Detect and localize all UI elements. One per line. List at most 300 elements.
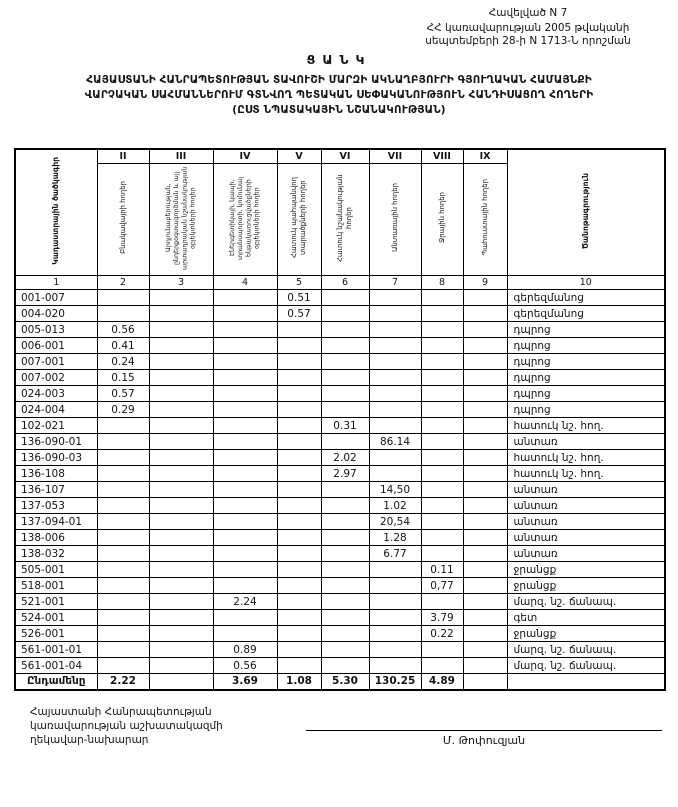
column-number-9: 9 [463,276,507,290]
value-cell [321,290,369,306]
col-header-protected-lands: Հատուկ պահպանվող տարածքների հողեր [290,177,307,259]
roman-numeral-VIII: VIII [421,149,463,164]
cadastral-code-cell: 505-001 [15,562,97,578]
signatory-line-3: ղեկավար-նախարար [30,734,149,747]
value-cell [369,354,421,370]
value-cell [463,482,507,498]
table-row [15,498,665,514]
cadastral-code-cell: 561-001-04 [15,658,97,674]
value-cell [277,498,321,514]
cadastral-code-cell: 007-001 [15,354,97,370]
column-number-6: 6 [321,276,369,290]
col-header-note: Ծանոթագրություն [580,172,590,249]
value-cell [421,402,463,418]
value-cell [213,562,277,578]
value-cell [97,642,149,658]
cadastral-code-cell: 518-001 [15,578,97,594]
value-cell [149,594,213,610]
table-row [15,658,665,674]
value-cell [149,322,213,338]
header-cell-note [507,149,665,276]
value-cell [149,578,213,594]
value-cell [463,306,507,322]
value-cell [277,610,321,626]
cadastral-code-cell: 024-004 [15,402,97,418]
value-cell [277,546,321,562]
value-cell [149,386,213,402]
cadastral-code-cell: 136-108 [15,466,97,482]
value-cell: 0.22 [421,626,463,642]
value-cell: 0.31 [321,418,369,434]
value-cell [213,482,277,498]
value-cell [213,386,277,402]
value-cell [321,642,369,658]
value-cell [463,642,507,658]
value-cell [213,290,277,306]
value-cell: 0.57 [97,386,149,402]
footer [30,705,662,748]
value-cell [369,370,421,386]
value-cell [463,530,507,546]
column-number-5: 5 [277,276,321,290]
cadastral-code-cell: 007-002 [15,370,97,386]
col-header-reserve-lands: Պահուստային հողեր [480,179,489,256]
header-cell-water [421,164,463,276]
value-cell [213,530,277,546]
value-cell [213,514,277,530]
cadastral-code-cell: 005-013 [15,322,97,338]
value-cell [321,322,369,338]
value-cell: 0.56 [97,322,149,338]
value-cell: 2.22 [97,674,149,690]
value-cell [369,466,421,482]
value-cell [149,546,213,562]
value-cell: 0.24 [97,354,149,370]
value-cell: 3.79 [421,610,463,626]
value-cell [149,610,213,626]
header-cell-residential [97,164,149,276]
value-cell [369,338,421,354]
note-cell: անտառ [507,482,665,498]
value-cell [213,354,277,370]
value-cell [277,658,321,674]
col-header-water-lands: Ջրային հողեր [437,192,446,244]
total-label-cell: Ընդամենը [15,674,97,690]
note-cell: ջրանցք [507,626,665,642]
value-cell [321,402,369,418]
value-cell: 20,54 [369,514,421,530]
value-cell [321,370,369,386]
table-row [15,578,665,594]
value-cell [149,450,213,466]
header-cell-forest [369,164,421,276]
col-header-cadastral-code: Կադաստրային ծածկագիր [51,157,61,265]
value-cell [321,498,369,514]
value-cell [97,658,149,674]
value-cell [421,594,463,610]
value-cell: 2.02 [321,450,369,466]
cadastral-code-cell: 006-001 [15,338,97,354]
value-cell [277,642,321,658]
value-cell [463,466,507,482]
value-cell [277,530,321,546]
value-cell [421,338,463,354]
value-cell [369,418,421,434]
value-cell [97,418,149,434]
note-cell: գերեզմանոց [507,290,665,306]
value-cell [149,482,213,498]
value-cell [149,354,213,370]
value-cell: 0.15 [97,370,149,386]
value-cell [149,642,213,658]
value-cell [369,386,421,402]
value-cell [213,578,277,594]
value-cell [463,658,507,674]
list-heading: ՑԱՆԿ [306,51,372,67]
total-row [15,674,665,690]
note-cell: դպրոց [507,354,665,370]
table-row [15,370,665,386]
value-cell: 0.56 [213,658,277,674]
roman-numeral-III: III [149,149,213,164]
header-cell-industrial [149,164,213,276]
appendix-number: Հավելված N 7 [488,7,568,19]
table-row [15,530,665,546]
value-cell: 1.02 [369,498,421,514]
table-row [15,306,665,322]
value-cell [369,290,421,306]
column-number-4: 4 [213,276,277,290]
value-cell: 0.41 [97,338,149,354]
value-cell [277,322,321,338]
value-cell [421,546,463,562]
value-cell [321,514,369,530]
cadastral-code-cell: 001-007 [15,290,97,306]
value-cell [149,530,213,546]
value-cell: 0.89 [213,642,277,658]
note-cell: դպրոց [507,370,665,386]
value-cell [277,418,321,434]
value-cell [421,290,463,306]
header-cell-protected [277,164,321,276]
value-cell: 130.25 [369,674,421,690]
table-row [15,322,665,338]
value-cell [463,354,507,370]
value-cell [369,578,421,594]
cadastral-code-cell: 136-107 [15,482,97,498]
value-cell: 5.30 [321,674,369,690]
value-cell [421,370,463,386]
value-cell [277,370,321,386]
value-cell [321,482,369,498]
value-cell [277,354,321,370]
value-cell [321,626,369,642]
value-cell [213,498,277,514]
cadastral-code-cell: 102-021 [15,418,97,434]
land-register-table [14,148,666,691]
cadastral-code-cell: 524-001 [15,610,97,626]
col-header-residential-lands: Բնակավայրի հողեր [118,181,127,255]
value-cell [277,514,321,530]
value-cell [369,562,421,578]
value-cell: 3.69 [213,674,277,690]
value-cell: 2.97 [321,466,369,482]
table-row [15,546,665,562]
value-cell [213,418,277,434]
value-cell [463,418,507,434]
value-cell [97,306,149,322]
value-cell: 0.29 [97,402,149,418]
value-cell: 0.51 [277,290,321,306]
appendix-block [388,7,668,49]
col-header-forest-lands: Անտառային հողեր [390,183,399,253]
value-cell [421,434,463,450]
value-cell [97,434,149,450]
col-header-industrial-lands: Արդյունաբերության, ընդերքօգտագործման և այլ արտադրական նշանակության օբյեկտների հողեր [164,165,197,270]
value-cell [421,354,463,370]
value-cell [277,578,321,594]
value-cell [149,514,213,530]
value-cell [421,306,463,322]
value-cell [213,434,277,450]
signatory-line-1: Հայաստանի Հանրապետության [30,705,212,718]
table-row [15,338,665,354]
roman-numeral-VII: VII [369,149,421,164]
value-cell [463,290,507,306]
value-cell [97,546,149,562]
value-cell [97,626,149,642]
roman-numeral-V: V [277,149,321,164]
roman-numeral-II: II [97,149,149,164]
appendix-government-line: ՀՀ կառավարության 2005 թվականի [426,21,630,34]
note-cell: հատուկ նշ. հող. [507,418,665,434]
value-cell [463,578,507,594]
value-cell [421,386,463,402]
value-cell [421,514,463,530]
table-row [15,514,665,530]
table-row [15,594,665,610]
cadastral-code-cell: 526-001 [15,626,97,642]
table-row [15,642,665,658]
value-cell [321,658,369,674]
value-cell [277,626,321,642]
value-cell [369,322,421,338]
value-cell [421,658,463,674]
value-cell: 0,77 [421,578,463,594]
column-number-row [15,276,665,290]
value-cell [321,546,369,562]
value-cell [463,386,507,402]
column-number-7: 7 [369,276,421,290]
table-row [15,482,665,498]
value-cell [421,498,463,514]
value-cell [463,498,507,514]
table-row [15,450,665,466]
value-cell [321,434,369,450]
signature-name: Մ. Թոփուզյան [442,734,526,748]
value-cell: 0.11 [421,562,463,578]
value-cell [369,642,421,658]
note-cell: գետ [507,610,665,626]
note-cell: գերեզմանոց [507,306,665,322]
value-cell [369,626,421,642]
title-line-1: ՀԱՅԱՍՏԱՆԻ ՀԱՆՐԱՊԵՏՈՒԹՅԱՆ ՏԱՎՈՒՇԻ ՄԱՐԶԻ ԱԿՆԱՂԲՅՈՒՐԻ ԳՅՈՒՂԱԿԱՆ ՀԱՄԱՅՆՔԻ [86,73,592,86]
value-cell [213,402,277,418]
value-cell [149,674,213,690]
value-cell [213,322,277,338]
value-cell [421,450,463,466]
value-cell: 1.28 [369,530,421,546]
note-cell: դպրոց [507,402,665,418]
value-cell [277,482,321,498]
value-cell [213,546,277,562]
document-title [0,73,678,118]
value-cell [321,610,369,626]
signature-line [306,730,662,731]
value-cell: 1.08 [277,674,321,690]
value-cell [149,658,213,674]
value-cell [213,610,277,626]
value-cell [97,610,149,626]
value-cell [149,306,213,322]
cadastral-code-cell: 561-001-01 [15,642,97,658]
cadastral-code-cell: 138-032 [15,546,97,562]
note-cell: հատուկ նշ. հող. [507,450,665,466]
cadastral-code-cell: 136-090-01 [15,434,97,450]
value-cell [97,578,149,594]
value-cell [463,610,507,626]
note-cell: անտառ [507,434,665,450]
note-cell: մարզ. նշ. ճանապ. [507,642,665,658]
note-cell: անտառ [507,546,665,562]
value-cell [97,450,149,466]
value-cell [463,434,507,450]
value-cell [463,546,507,562]
value-cell: 2.24 [213,594,277,610]
value-cell [149,370,213,386]
value-cell [213,450,277,466]
value-cell [463,514,507,530]
value-cell [277,594,321,610]
roman-numeral-row [15,149,665,164]
value-cell [213,466,277,482]
value-cell [321,594,369,610]
value-cell [149,418,213,434]
column-number-8: 8 [421,276,463,290]
value-cell [149,626,213,642]
value-cell [213,626,277,642]
value-cell: 6.77 [369,546,421,562]
note-cell: դպրոց [507,338,665,354]
note-cell: հատուկ նշ. հող. [507,466,665,482]
value-cell [277,450,321,466]
value-cell [97,514,149,530]
value-cell [277,466,321,482]
value-cell [97,594,149,610]
value-cell: 0.57 [277,306,321,322]
value-cell [463,402,507,418]
value-cell [321,578,369,594]
note-cell: մարզ. նշ. ճանապ. [507,658,665,674]
value-cell [97,482,149,498]
value-cell [463,674,507,690]
table-body [15,290,665,690]
roman-numeral-IV: IV [213,149,277,164]
value-cell [421,466,463,482]
value-cell [321,354,369,370]
value-cell [277,562,321,578]
roman-numeral-IX: IX [463,149,507,164]
value-cell [369,450,421,466]
note-cell: դպրոց [507,322,665,338]
table-row [15,610,665,626]
cadastral-code-cell: 137-053 [15,498,97,514]
note-cell: անտառ [507,498,665,514]
value-cell [369,610,421,626]
title-line-3: (ԸՍՏ ՆՊԱՏԱԿԱՅԻՆ ՆՇԱՆԱԿՈՒԹՅԱՆ) [232,103,446,116]
value-cell [213,306,277,322]
value-cell [321,562,369,578]
table-row [15,354,665,370]
cadastral-code-cell: 004-020 [15,306,97,322]
signature-block [306,730,662,747]
value-cell [97,562,149,578]
value-cell [463,562,507,578]
roman-numeral-VI: VI [321,149,369,164]
column-number-1: 1 [15,276,97,290]
cadastral-code-cell: 024-003 [15,386,97,402]
table-row [15,402,665,418]
note-cell [507,674,665,690]
header-cell-infrastructure [213,164,277,276]
appendix-decree-line: սեպտեմբերի 28-ի N 1713-Ն որոշման [425,35,631,48]
cadastral-code-cell: 138-006 [15,530,97,546]
value-cell [97,290,149,306]
cadastral-code-cell: 136-090-03 [15,450,97,466]
value-cell [97,530,149,546]
value-cell: 14,50 [369,482,421,498]
value-cell [463,370,507,386]
table-row [15,418,665,434]
cadastral-code-cell: 137-094-01 [15,514,97,530]
value-cell [321,306,369,322]
value-cell [213,370,277,386]
value-cell [149,466,213,482]
value-cell [97,466,149,482]
value-cell [277,434,321,450]
value-cell [463,594,507,610]
col-header-special-purpose-lands: Հատուկ նշանակության հողեր [336,173,353,262]
table-row [15,466,665,482]
value-cell [369,402,421,418]
header-cell-special-purpose [321,164,369,276]
column-number-10: 10 [507,276,665,290]
value-cell [149,562,213,578]
value-cell [213,338,277,354]
value-cell: 4.89 [421,674,463,690]
column-number-3: 3 [149,276,213,290]
value-cell [463,322,507,338]
value-cell [369,658,421,674]
note-cell: անտառ [507,514,665,530]
value-cell [421,418,463,434]
value-cell [421,530,463,546]
value-cell [321,338,369,354]
value-cell [369,594,421,610]
value-cell [277,386,321,402]
signatory-block [30,705,223,748]
value-cell [321,386,369,402]
